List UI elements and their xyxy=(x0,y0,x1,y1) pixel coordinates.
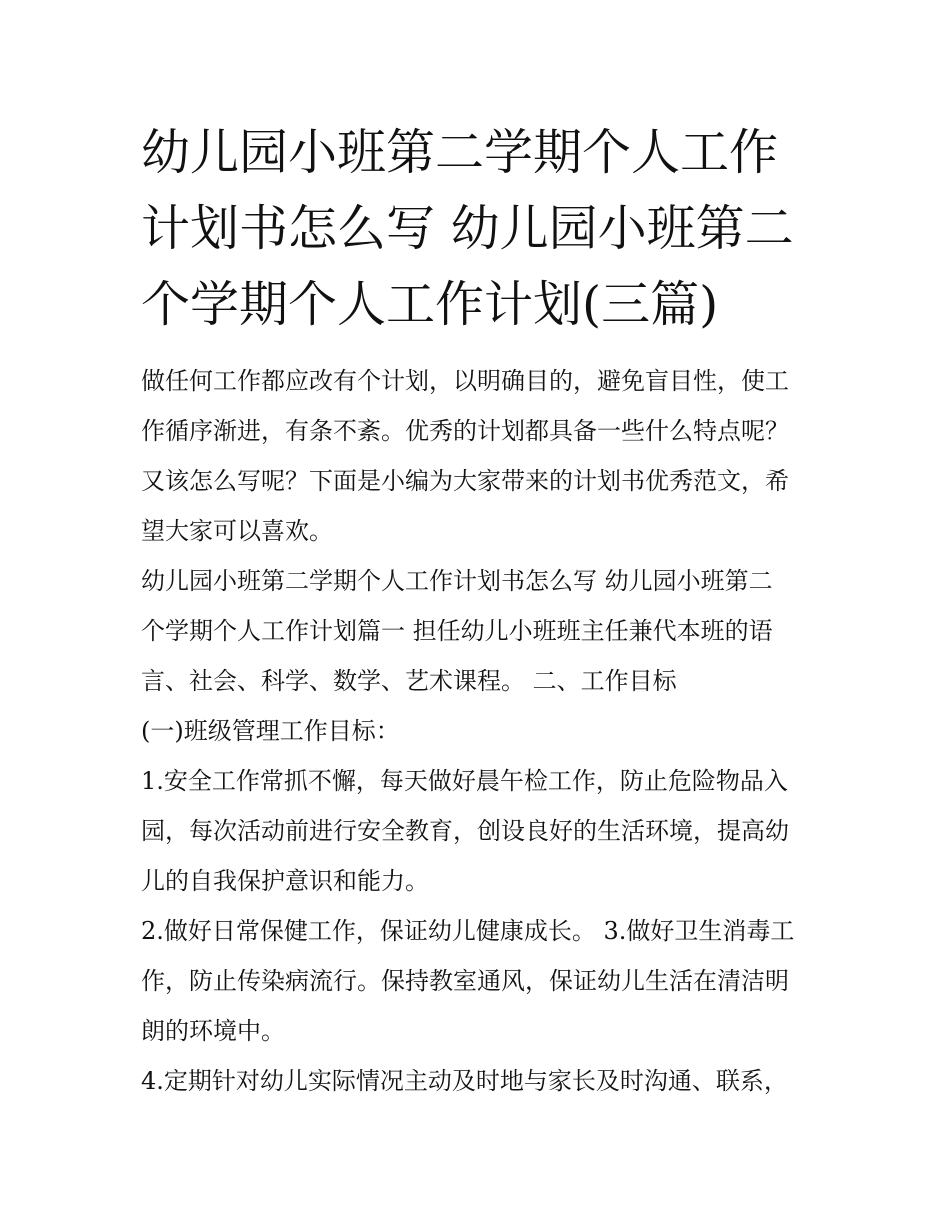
text-line: 作，防止传染病流行。保持教室通风，保证幼儿生活在清洁明 xyxy=(141,967,789,995)
list-item-paragraph xyxy=(141,1056,813,1106)
document-body xyxy=(141,115,813,1106)
intro-paragraph xyxy=(141,356,813,556)
text-line: 幼儿园小班第二学期个人工作计划书怎么写 幼儿园小班第二 xyxy=(141,567,773,595)
document-title xyxy=(141,115,813,343)
title-line: 计划书怎么写 幼儿园小班第二 xyxy=(141,200,794,257)
text-line: 言、社会、科学、数学、艺术课程。 二、工作目标 xyxy=(141,667,677,695)
text-line: 儿的自我保护意识和能力。 xyxy=(141,867,429,895)
text-line: 个学期个人工作计划篇一 担任幼儿小班班主任兼代本班的语 xyxy=(141,617,773,645)
list-item-paragraph xyxy=(141,756,813,906)
text-line: (一)班级管理工作目标： xyxy=(141,717,400,745)
text-line: 作循序渐进，有条不紊。优秀的计划都具备一些什么特点呢？ xyxy=(141,417,789,445)
text-line: 2.做好日常保健工作，保证幼儿健康成长。 3.做好卫生消毒工 xyxy=(141,917,795,945)
text-line: 望大家可以喜欢。 xyxy=(141,517,333,545)
list-item-paragraph xyxy=(141,906,813,1056)
text-line: 园，每次活动前进行安全教育，创设良好的生活环境，提高幼 xyxy=(141,817,789,845)
text-line: 又该怎么写呢？下面是小编为大家带来的计划书优秀范文，希 xyxy=(141,467,789,495)
text-line: 做任何工作都应改有个计划，以明确目的，避免盲目性，使工 xyxy=(141,367,789,395)
title-line: 幼儿园小班第二学期个人工作 xyxy=(141,124,779,181)
text-line: 1.安全工作常抓不懈，每天做好晨午检工作，防止危险物品入 xyxy=(141,767,788,795)
subheading-paragraph xyxy=(141,706,813,756)
text-line: 4.定期针对幼儿实际情况主动及时地与家长及时沟通、联系， xyxy=(141,1067,788,1095)
text-line: 朗的环境中。 xyxy=(141,1017,285,1045)
title-line: 个学期个人工作计划(三篇) xyxy=(141,276,719,333)
section-heading-paragraph xyxy=(141,556,813,706)
